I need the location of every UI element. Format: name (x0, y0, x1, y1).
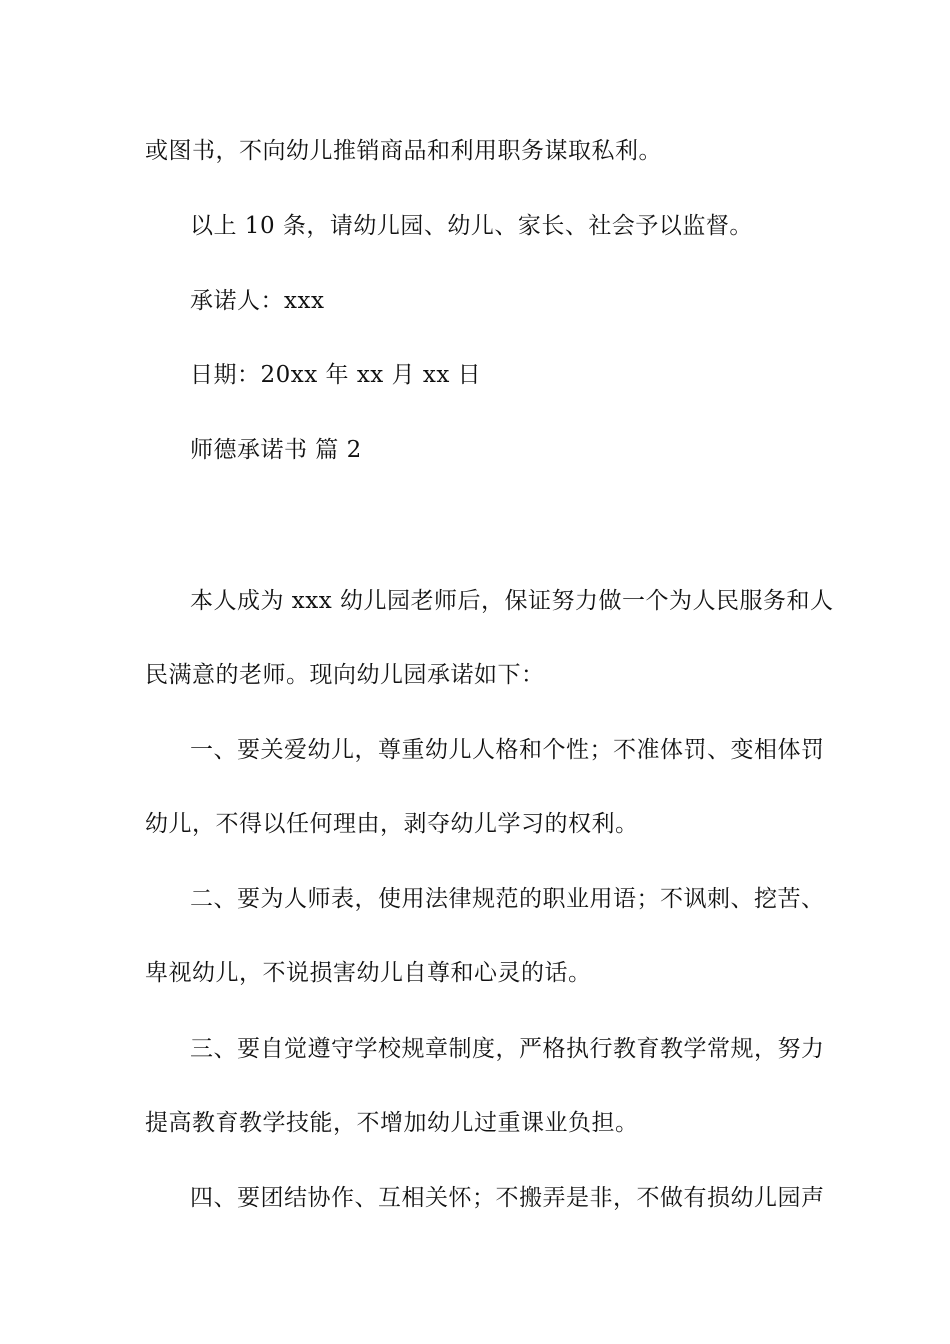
item-2-line-2: 卑视幼儿，不说损害幼儿自尊和心灵的话。 (145, 960, 592, 986)
item-3-line-2: 提高教育教学技能，不增加幼儿过重课业负担。 (145, 1110, 639, 1136)
text-line-continuation: 或图书，不向幼儿推销商品和利用职务谋取私利。 (145, 138, 662, 164)
text-line-promisor: 承诺人：xxx (190, 288, 325, 314)
text-line-date: 日期：20xx 年 xx 月 xx 日 (190, 362, 482, 388)
section-title: 师德承诺书 篇 2 (190, 437, 362, 463)
item-1-line-2: 幼儿，不得以任何理由，剥夺幼儿学习的权利。 (145, 811, 639, 837)
text-line-supervision: 以上 10 条，请幼儿园、幼儿、家长、社会予以监督。 (190, 213, 753, 239)
paragraph-intro-line-2: 民满意的老师。现向幼儿园承诺如下： (145, 662, 545, 688)
paragraph-intro-line-1: 本人成为 xxx 幼儿园老师后，保证努力做一个为人民服务和人 (190, 588, 834, 614)
item-3-line-1: 三、要自觉遵守学校规章制度，严格执行教育教学常规，努力 (190, 1036, 825, 1062)
item-1-line-1: 一、要关爱幼儿，尊重幼儿人格和个性；不准体罚、变相体罚 (190, 737, 825, 763)
item-4-line-1: 四、要团结协作、互相关怀；不搬弄是非，不做有损幼儿园声 (190, 1185, 825, 1211)
item-2-line-1: 二、要为人师表，使用法律规范的职业用语；不讽刺、挖苦、 (190, 886, 825, 912)
